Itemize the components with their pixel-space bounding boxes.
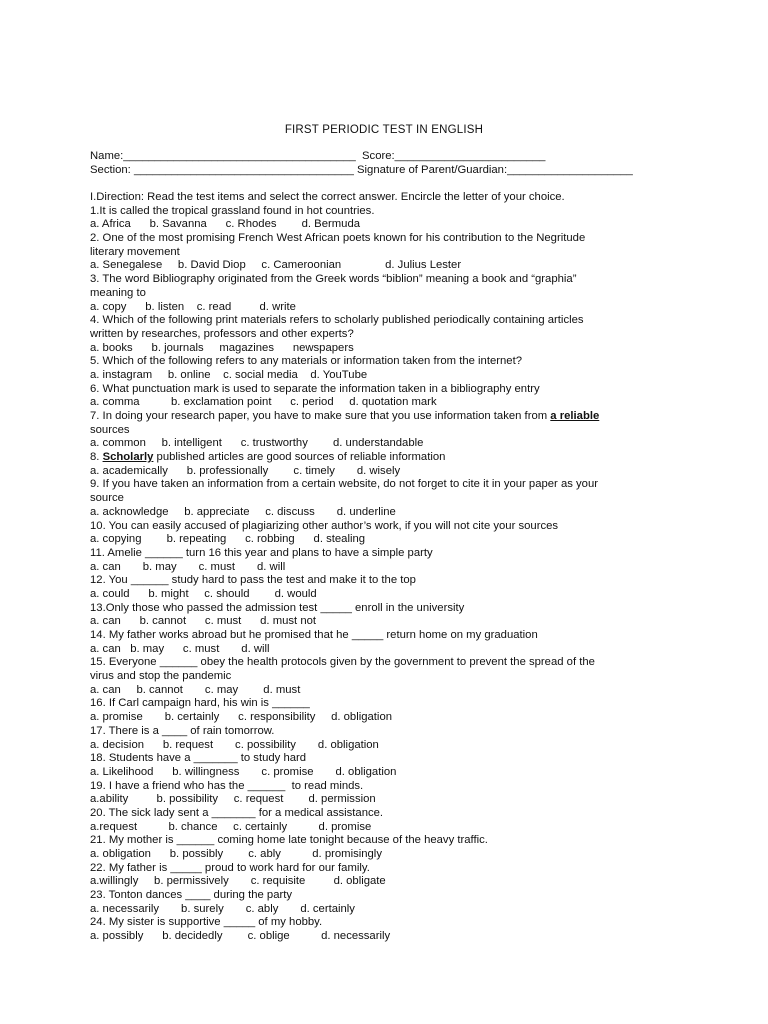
underlined-word: a reliable [550,410,600,423]
question-text: 23. Tonton dances ____ during the party [90,889,293,902]
answer-choices[interactable]: a. copying b. repeating c. robbing d. stealing [90,533,366,546]
answer-choices[interactable]: a. decision b. request c. possibility d. obligation [90,738,379,751]
question-text-continuation: written by researches, professors and other experts? [90,327,354,340]
answer-choices[interactable]: a. comma b. exclamation point c. period d. quotation mark [90,396,437,409]
test-content [90,150,690,944]
direction-text: I.Direction: Read the test items and select the correct answer. Encircle the letter of your choice. [90,191,565,204]
question-item [90,273,690,314]
question-text-part: 7. In doing your research paper, you have to make sure that you use information taken from [90,410,551,423]
question-item [90,725,690,752]
answer-choices[interactable]: a. can b. may c. must d. will [90,642,270,655]
answer-choices[interactable]: a. necessarily b. surely c. ably d. certainly [90,902,355,915]
answer-choices[interactable]: a. can b. cannot c. must d. must not [90,615,317,628]
name-score-line: Name:_____________________________________ Score:________________________ [90,150,546,162]
question-text: 11. Amelie ______ turn 16 this year and plans to have a simple party [90,546,433,559]
question-text: 2. One of the most promising French West African poets known for his contribution to the Negritude [90,232,586,245]
answer-choices[interactable]: a. copy b. listen c. read d. write [90,300,296,313]
answer-choices[interactable]: a. acknowledge b. appreciate c. discuss d. underline [90,505,396,518]
question-text: 9. If you have taken an information from a certain website, do not forget to cite it in your paper as your [90,478,599,491]
answer-choices[interactable]: a. could b. might c. should d. would [90,587,317,600]
question-text: 22. My father is _____ proud to work hard for our family. [90,861,370,874]
question-text: 17. There is a ____ of rain tomorrow. [90,724,275,737]
answer-choices[interactable]: a. can b. may c. must d. will [90,560,286,573]
answer-choices[interactable]: a.request b. chance c. certainly d. promise [90,820,372,833]
question-text: 20. The sick lady sent a _______ for a medical assistance. [90,806,384,819]
question-item [90,383,690,410]
question-item [90,478,690,519]
question-text-continuation: sources [90,423,130,436]
question-text: 3. The word Bibliography originated from the Greek words “biblion” meaning a book and “graphia” [90,273,577,286]
question-item [90,862,690,889]
question-text: 19. I have a friend who has the ______ to read minds. [90,779,364,792]
question-text: 13.Only those who passed the admission test _____ enroll in the university [90,601,465,614]
question-text: 24. My sister is supportive _____ of my hobby. [90,916,323,929]
question-text: 5. Which of the following refers to any materials or information taken from the internet? [90,355,522,368]
question-text: 4. Which of the following print materials refers to scholarly published periodically containing articles [90,314,584,327]
question-item [90,807,690,834]
question-text-continuation: source [90,492,124,505]
answer-choices[interactable]: a. Africa b. Savanna c. Rhodes d. Bermuda [90,218,361,231]
question-item [90,355,690,382]
question-item [90,451,690,478]
question-text: 18. Students have a _______ to study hard [90,752,307,765]
answer-choices[interactable]: a. Senegalese b. David Diop c. Cameroonian d. Julius Lester [90,259,462,272]
question-item [90,410,690,451]
answer-choices[interactable]: a. obligation b. possibly c. ably d. promisingly [90,848,382,861]
section-signature-line: Section: ___________________________________ Signature of Parent/Guardian:____________________ [90,163,633,176]
question-item [90,520,690,547]
header-spacer [90,177,690,191]
question-item [90,574,690,601]
question-text-continuation: meaning to [90,286,146,299]
answer-choices[interactable]: a. possibly b. decidedly c. oblige d. necessarily [90,930,391,943]
underlined-word: Scholarly [102,451,154,464]
answer-choices[interactable]: a. common b. intelligent c. trustworthy d. understandable [90,437,424,450]
answer-choices[interactable]: a. promise b. certainly c. responsibility d. obligation [90,711,393,724]
question-text [90,410,690,424]
question-item [90,889,690,916]
question-item [90,314,690,355]
question-item [90,780,690,807]
question-text-part: 8. [90,451,103,464]
question-item [90,834,690,861]
question-item [90,602,690,629]
question-item [90,232,690,273]
question-text-part: published articles are good sources of reliable information [153,451,446,464]
question-text: 14. My father works abroad but he promised that he _____ return home on my graduation [90,629,538,642]
question-item [90,629,690,656]
answer-choices[interactable]: a. can b. cannot c. may d. must [90,683,301,696]
question-item [90,656,690,697]
answer-choices[interactable]: a.willingly b. permissively c. requisite d. obligate [90,875,386,888]
answer-choices[interactable]: a. instagram b. online c. social media d. YouTube [90,368,368,381]
question-text: 16. If Carl campaign hard, his win is ______ [90,697,310,710]
question-item [90,547,690,574]
question-text [90,451,690,465]
question-item [90,697,690,724]
question-text: 12. You ______ study hard to pass the test and make it to the top [90,574,416,587]
question-text: 6. What punctuation mark is used to separate the information taken in a bibliography entry [90,382,540,395]
question-text: 1.It is called the tropical grassland found in hot countries. [90,204,375,217]
page-title: FIRST PERIODIC TEST IN ENGLISH [284,124,484,136]
question-text: 10. You can easily accused of plagiarizing other author’s work, if you will not cite your sources [90,519,559,532]
question-text: 21. My mother is ______ coming home late tonight because of the heavy traffic. [90,834,488,847]
question-item [90,916,690,943]
question-list [90,205,690,944]
question-text-continuation: literary movement [90,245,180,258]
question-text: 15. Everyone ______ obey the health protocols given by the government to prevent the spread of the [90,656,595,669]
question-item [90,752,690,779]
answer-choices[interactable]: a. Likelihood b. willingness c. promise d. obligation [90,765,397,778]
answer-choices[interactable]: a. academically b. professionally c. timely d. wisely [90,464,401,477]
answer-choices[interactable]: a. books b. journals magazines newspapers [90,341,354,354]
answer-choices[interactable]: a.ability b. possibility c. request d. permission [90,793,376,806]
question-text-continuation: virus and stop the pandemic [90,670,232,683]
question-item [90,205,690,232]
